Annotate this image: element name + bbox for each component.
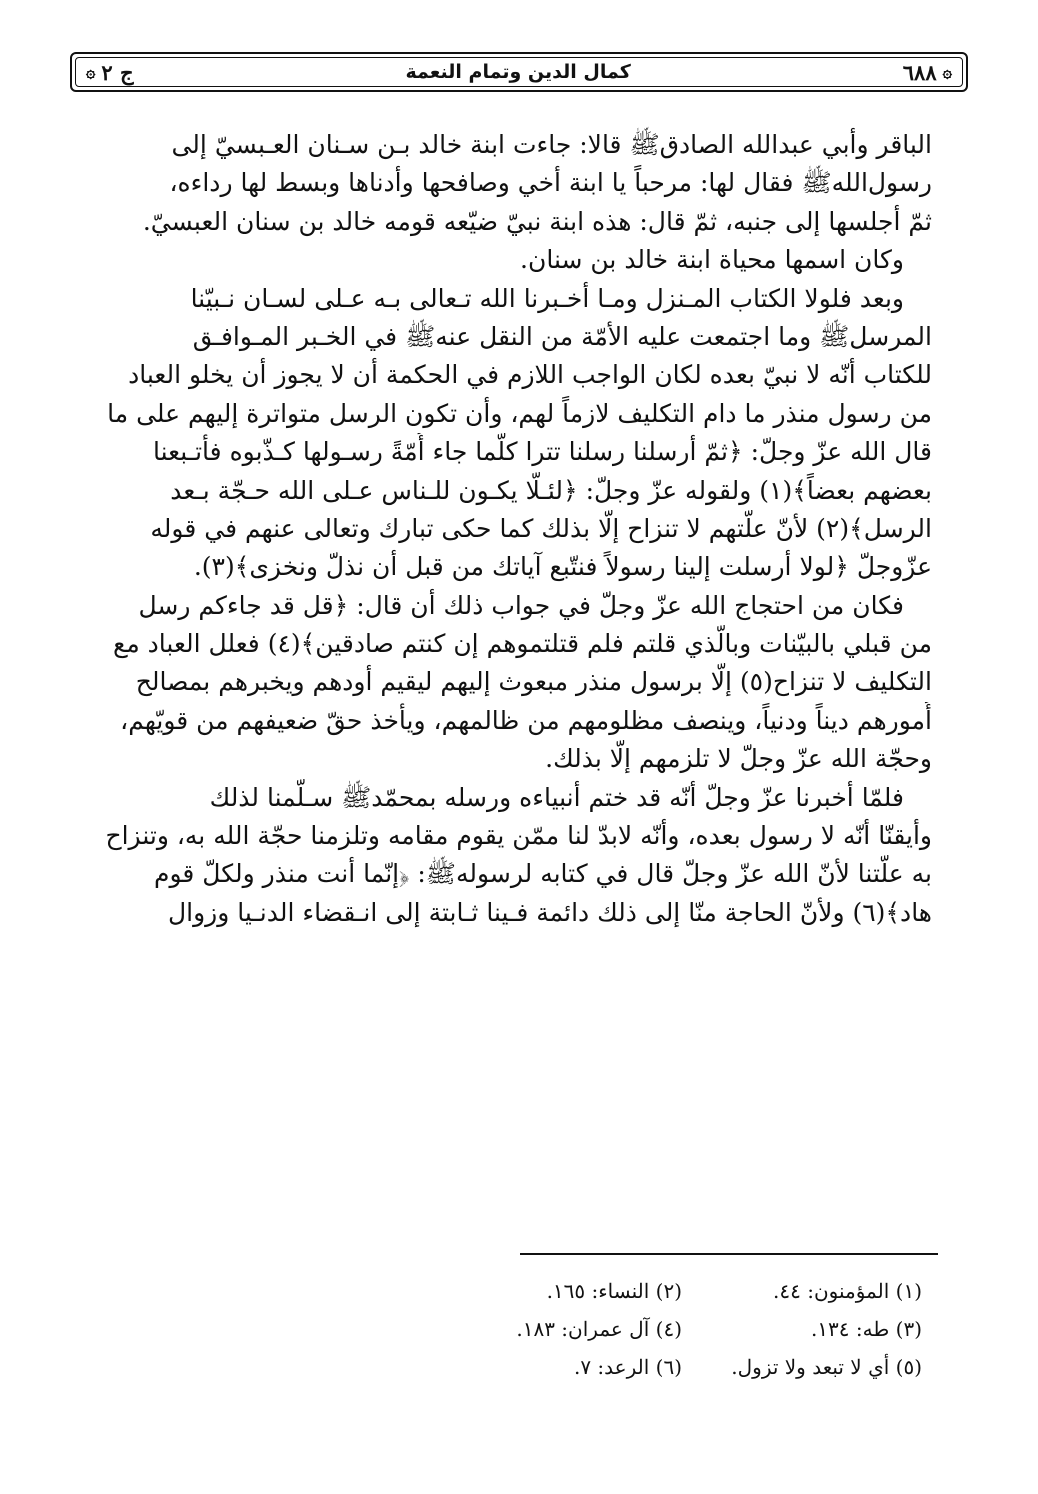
footnote-3: (٣) طه: ١٣٤. (810, 1317, 922, 1341)
text-line: وبعد فلولا الكتاب المـنزل ومـا أخـبرنا الله تـعالى بـه عـلى لسـان نـبيّنا (190, 283, 904, 313)
text-line: فلمّا أخبرنا عزّ وجلّ أنّه قد ختم أنبياءه ورسله بمحمّدﷺ سـلّمنا لذلك (209, 782, 904, 812)
text-line: أُمورهم ديناً ودنياً، وينصف مظلومهم من ظالمهم، ويأخذ حقّ ضعيفهم من قويّهم، (120, 705, 932, 735)
text-line: فكان من احتجاج الله عزّ وجلّ في جواب ذلك أن قال: ﴿قل قد جاءكم رسل (138, 590, 904, 620)
text-line: الرسل﴾(٢) لأنّ علّتهم لا تنزاح إلّا بذلك كما حكى تبارك وتعالى عنهم في قوله (150, 513, 932, 543)
ornament-icon: ۞ (86, 62, 96, 81)
body-text (100, 126, 932, 932)
page-number-cell (903, 60, 952, 85)
text-line: الباقر وأبي عبدالله الصادقﷺ قالا: جاءت ابنة خالد بـن سـنان العـبسيّ إلى (171, 130, 932, 159)
text-line: به علّتنا لأنّ الله عزّ وجلّ قال في كتابه لرسولهﷺ: ﴿إنّما أنت منذر ولكلّ قوم (153, 859, 932, 889)
page-number: ٦٨٨ (902, 59, 937, 85)
text-line: المرسلﷺ وما اجتمعت عليه الأمّة من النقل عنهﷺ في الخـبر المـوافـق (192, 321, 932, 351)
running-title: كمال الدين وتمام النعمة (405, 61, 631, 83)
text-line: التكليف لا تنزاح(٥) إلّا برسول منذر مبعوث إليهم ليقيم أودهم ويخبرهم بمصالح (135, 667, 932, 697)
volume-number: ج ٢ (101, 59, 134, 85)
text-line: وكان اسمها محياة ابنة خالد بن سنان. (520, 245, 904, 275)
footnote-4: (٤) آل عمران: ١٨٣. (516, 1317, 682, 1341)
text-line: من قبلي بالبيّنات وبالّذي قلتم فلم قتلتموهم إن كنتم صادقين﴾(٤) فعلل العباد مع (113, 629, 932, 659)
text-line: قال الله عزّ وجلّ: ﴿ثمّ أرسلنا رسلنا تترا كلّما جاء أُمّةً رسـولها كـذّبوه فأتـبعنا (153, 437, 932, 467)
footnote-1: (١) المؤمنون: ٤٤. (773, 1279, 922, 1303)
volume-cell (86, 60, 134, 85)
footnote-6: (٦) الرعد: ٧. (573, 1355, 682, 1379)
text-line: للكتاب أنّه لا نبيّ بعده لكان الواجب اللازم في الحكمة أن لا يجوز أن يخلو العباد (128, 360, 932, 390)
running-header (70, 52, 968, 92)
text-line: عزّوجلّ ﴿لولا أرسلت إلينا رسولاً فنتّبع آياتك من قبل أن نذلّ ونخزى﴾(٣). (193, 552, 932, 582)
footnote-separator (520, 1253, 938, 1255)
text-line: من رسول منذر ما دام التكليف لازماً لهم، وأن تكون الرسل متواترة إليهم على ما (107, 398, 932, 428)
text-line: وحجّة الله عزّ وجلّ لا تلزمهم إلّا بذلك. (545, 744, 932, 774)
footnote-5: (٥) أي لا تبعد ولا تزول. (731, 1355, 922, 1379)
text-line: رسول‌اللهﷺ فقال لها: مرحباً يا ابنة أخي وصافحها وأدناها وبسط لها رداءه، (169, 168, 932, 198)
ornament-icon: ۞ (942, 62, 952, 81)
text-line: وأيقنّا أنّه لا رسول بعده، وأنّه لابدّ لنا ممّن يقوم مقامه وتلزمنا حجّة الله به، وتنزاح (105, 821, 932, 851)
text-line: بعضهم بعضاً﴾(١) ولقوله عزّ وجلّ: ﴿لئـلّا يكـون للـناس عـلى الله حـجّة بـعد (170, 475, 932, 505)
footnotes (442, 1272, 922, 1386)
text-line: ثمّ أجلسها إلى جنبه، ثمّ قال: هذه ابنة نبيّ ضيّعه قومه خالد بن سنان العبسيّ. (142, 206, 932, 236)
text-line: هاد﴾(٦) ولأنّ الحاجة منّا إلى ذلك دائمة فـينا ثـابتة إلى انـقضاء الدنـيا وزوال (168, 897, 932, 927)
footnote-2: (٢) النساء: ١٦٥. (546, 1279, 682, 1303)
